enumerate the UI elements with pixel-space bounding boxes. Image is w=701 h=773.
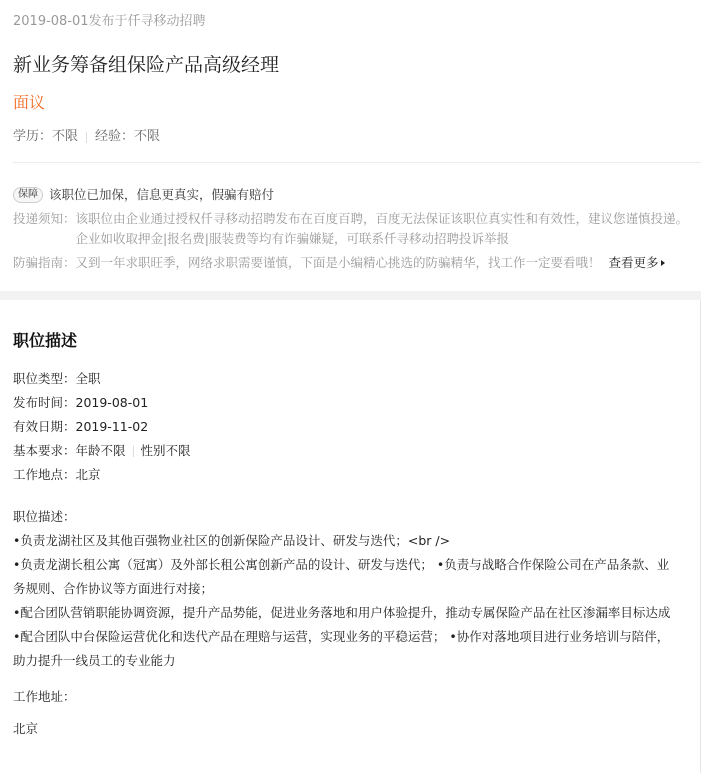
bullet-item: •负责龙湖社区及其他百强物业社区的创新保险产品设计、研发与迭代；<br /> [13,533,451,548]
gender-requirement: 性别不限 [140,443,191,458]
job-header [0,0,701,163]
fraud-text: 又到一年求职旺季，网络求职需要谨慎，下面是小编精心挑选的防骗精华，找工作一定要看哦！ [75,255,601,270]
header-divider [13,162,701,163]
fraud-label: 防骗指南： [13,255,76,270]
publish-time: 发布时间：2019-08-01 [13,395,149,410]
valid-date: 有效日期：2019-11-02 [13,419,149,434]
bullet-item: •配合团队营销职能协调资源，提升产品势能，促进业务落地和用户体验提升，推动专属保险产品在社区渗漏率目标达成 [13,605,671,620]
salary: 面议 [13,93,46,112]
see-more-link[interactable] [609,253,665,273]
section-separator [0,291,701,300]
guarantee-row [13,185,701,205]
section-title: 职位描述 [13,331,78,350]
bullet-item: •配合团队中台保险运营优化和迭代产品在理赔与运营，实现业务的平稳运营； •协作对落地项目进行业务培训与陪伴，助力提升一线员工的专业能力 [13,629,670,668]
fraud-guide [13,253,701,273]
see-more-label: 查看更多 [608,255,659,270]
delivery-label: 投递须知： [13,211,76,226]
description-bullets [13,529,678,673]
publish-meta: 2019-08-01发布于仟寻移动招聘 [13,14,206,29]
address-value: 北京 [13,721,39,736]
experience-requirement: 经验：不限 [95,129,161,144]
description-label: 职位描述： [13,509,76,524]
notice-section [0,185,701,273]
bullet-item: •负责龙湖长租公寓（冠寓）及外部长租公寓创新产品的设计、研发与迭代； •负责与战略合作保险公司在产品条款、业务规则、合作协议等方面进行对接； [13,557,670,596]
delivery-text [76,209,698,249]
address-label: 工作地址： [13,689,76,704]
guarantee-badge: 保障 [13,187,43,203]
job-description-card [0,300,701,773]
basic-requirements [13,439,700,463]
guarantee-text: 该职位已加保，信息更真实，假骗有赔付 [49,187,275,202]
requirements-row [13,128,701,146]
delivery-notice [13,209,701,249]
education-requirement: 学历：不限 [13,129,79,144]
job-type: 职位类型：全职 [13,371,101,386]
caret-right-icon [661,260,665,266]
delivery-line-1: 该职位由企业通过授权仟寻移动招聘发布在百度百聘，百度无法保证该职位真实性和有效性，建议您谨慎投递。 [75,211,689,226]
job-title: 新业务筹备组保险产品高级经理 [13,54,280,76]
age-requirement: 基本要求：年龄不限 [13,443,126,458]
divider [86,132,87,143]
delivery-line-2: 企业如收取押金|报名费|服装费等均有诈骗嫌疑，可联系仟寻移动招聘投诉举报 [75,231,509,246]
work-location: 工作地点：北京 [13,467,101,482]
job-fields [13,367,700,487]
divider [133,446,134,457]
